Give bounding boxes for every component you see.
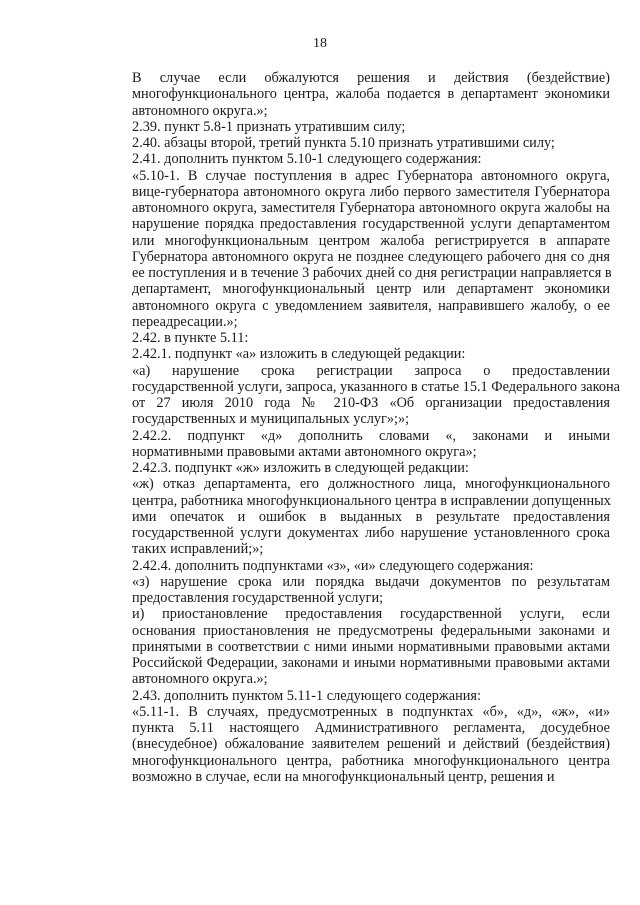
paragraph xyxy=(91,428,610,461)
text-line: предоставления государственной услуги; xyxy=(132,590,384,606)
document-body xyxy=(91,70,621,785)
text-line: 2.42.4. дополнить подпунктами «з», «и» следующего содержания: xyxy=(132,557,534,574)
text-line: центра, работника многофункционального центра в исправлении допущенных xyxy=(132,492,611,509)
text-line: автономного округа с уведомлением заявителя, направившего жалобу, о ее xyxy=(132,297,610,314)
text-line: автономного округа, заместителя Губернатора автономного округа жалобы на xyxy=(132,200,610,216)
text-line: «з) нарушение срока или порядка выдачи документов по результатам xyxy=(132,573,610,590)
text-line: пункта 5.11 настоящего Административного регламента, досудебное xyxy=(132,720,610,736)
text-line: нормативными правовыми актами автономного округа»; xyxy=(132,443,477,460)
text-line: автономного округа.»; xyxy=(132,102,268,119)
text-line: «5.10-1. В случае поступления в адрес Губернатора автономного округа, xyxy=(132,167,610,184)
page-number: 18 xyxy=(313,36,327,51)
text-line: ими опечаток и ошибок в выданных в результате предоставления xyxy=(132,508,610,525)
paragraph xyxy=(91,330,610,346)
paragraph xyxy=(91,362,621,428)
text-line: Губернатора автономного округа не позднее следующего рабочего дня со дня xyxy=(132,248,610,265)
text-line: государственной услуги документах либо нарушение установленного срока xyxy=(132,525,610,541)
paragraph xyxy=(91,151,610,167)
text-line: департамент, многофункциональный центр или департамент экономики xyxy=(132,281,610,298)
paragraph xyxy=(91,460,610,476)
paragraph xyxy=(91,688,610,704)
text-line: автономного округа.»; xyxy=(132,671,268,688)
text-line: «ж) отказ департамента, его должностного лица, многофункционального xyxy=(132,476,610,493)
text-line: (внесудебное) обжалование заявителем решений и действий (бездействия) xyxy=(132,736,610,753)
text-line: 2.41. дополнить пунктом 5.10-1 следующего содержания: xyxy=(132,151,482,168)
text-line: нарушение порядка предоставления государственной услуги департаментом xyxy=(132,216,610,233)
text-line: государственных и муниципальных услуг»;»; xyxy=(132,411,410,428)
text-line: 2.42. в пункте 5.11: xyxy=(132,330,249,346)
text-line: 2.42.3. подпункт «ж» изложить в следующей редакции: xyxy=(132,460,469,476)
text-line: 2.39. пункт 5.8-1 признать утратившим силу; xyxy=(132,118,406,135)
paragraph xyxy=(91,606,610,687)
text-line: 2.43. дополнить пунктом 5.11-1 следующего содержания: xyxy=(132,687,481,704)
paragraph xyxy=(91,476,610,557)
text-line: возможно в случае, если на многофункциональный центр, решения и xyxy=(132,768,555,785)
text-line: «а) нарушение срока регистрации запроса о предоставлении xyxy=(132,362,610,379)
text-line: вице-губернатора автономного округа либо первого заместителя Губернатора xyxy=(132,183,610,200)
text-line: государственной услуги, запроса, указанного в статье 15.1 Федерального закона xyxy=(132,378,621,395)
paragraph xyxy=(91,558,610,574)
text-line: таких исправлений;»; xyxy=(132,541,264,558)
text-line: или многофункциональным центром жалоба регистрируется в аппарате xyxy=(132,232,610,249)
text-line: В случае если обжалуются решения и действия (бездействие) xyxy=(132,70,610,86)
paragraph xyxy=(91,119,610,135)
text-line: 2.40. абзацы второй, третий пункта 5.10 признать утратившими силу; xyxy=(132,135,555,151)
text-line: 2.42.1. подпункт «а» изложить в следующей редакции: xyxy=(132,346,466,363)
paragraph xyxy=(91,135,610,151)
paragraph xyxy=(91,346,610,362)
text-line: 2.42.2. подпункт «д» дополнить словами «, законами и иными xyxy=(132,427,610,444)
paragraph xyxy=(91,704,610,785)
paragraph xyxy=(91,168,610,331)
paragraph xyxy=(91,574,610,607)
paragraph xyxy=(91,70,610,119)
text-line: и) приостановление предоставления государственной услуги, если xyxy=(132,606,610,623)
text-line: основания приостановления не предусмотрены федеральными законами и xyxy=(132,622,610,639)
text-line: Российской Федерации, законами и иными нормативными правовыми актами xyxy=(132,655,610,671)
text-line: от 27 июля 2010 года № 210-ФЗ «Об организации предоставления xyxy=(132,395,610,411)
text-line: переадресации.»; xyxy=(132,313,238,330)
text-line: принятыми в соответствии с ними иными нормативными правовыми актами xyxy=(132,638,610,655)
text-line: многофункционального центра, жалоба подается в департамент экономики xyxy=(132,86,610,103)
text-line: многофункционального центра, работника многофункционального центра xyxy=(132,752,610,769)
text-line: ее поступления и в течение 3 рабочих дней со дня регистрации направляется в xyxy=(132,265,612,281)
text-line: «5.11-1. В случаях, предусмотренных в подпунктах «б», «д», «ж», «и» xyxy=(132,703,610,720)
